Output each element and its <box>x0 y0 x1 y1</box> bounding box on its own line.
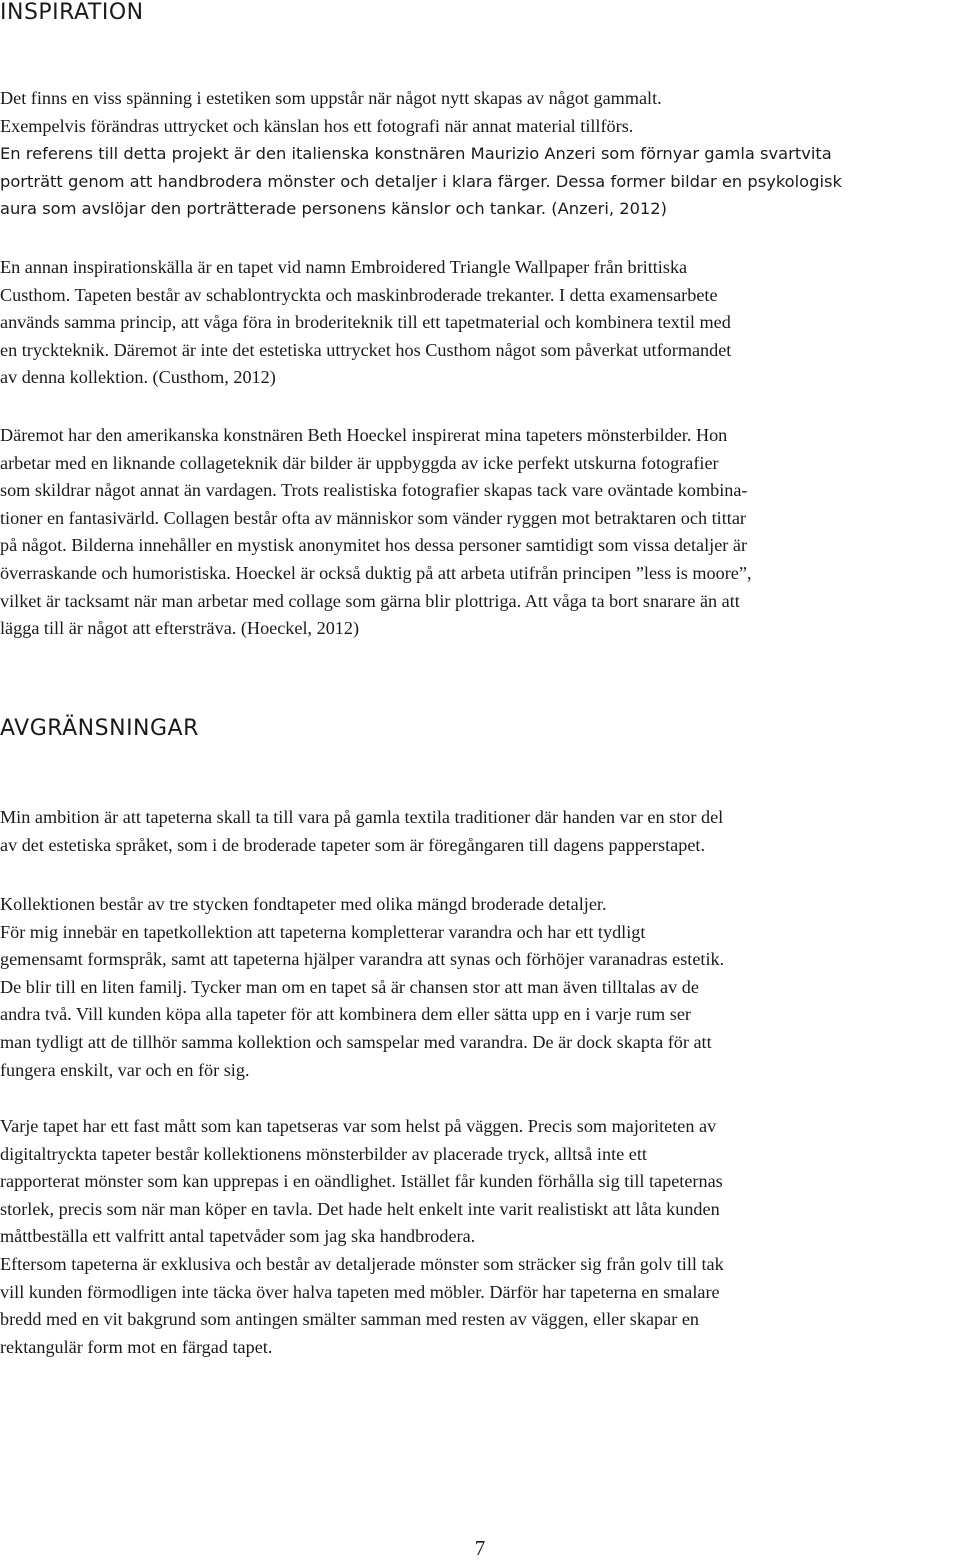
text-line: Eftersom tapeterna är exklusiva och består av detaljerade mönster som sträcker sig från golv till tak <box>0 1253 724 1274</box>
section-heading-limitations: AVGRÄNSNINGAR <box>0 716 199 741</box>
section-heading-inspiration: INSPIRATION <box>0 0 144 25</box>
text-line: lägga till är något att eftersträva. (Hoeckel, 2012) <box>0 618 360 639</box>
text-line: De blir till en liten familj. Tycker man om en tapet så är chansen stor att man även tilltalas av de <box>0 976 699 997</box>
text-line: som skildrar något annat än vardagen. Trots realistiska fotografier skapas tack vare oväntade kombina- <box>0 480 748 501</box>
text-line: av det estetiska språket, som i de broderade tapeter som är föregångaren till dagens papperstapet. <box>0 834 705 855</box>
text-line: storlek, precis som när man köper en tavla. Det hade helt enkelt inte varit realistiskt att låta kunden <box>0 1198 720 1219</box>
paragraph-dimensions <box>0 1113 942 1361</box>
text-line: vilket är tacksamt när man arbetar med collage som gärna blir plottriga. Att våga ta bort snarare än att <box>0 590 740 611</box>
paragraph-anzeri <box>0 85 942 223</box>
text-line: andra två. Vill kunden köpa alla tapeter för att kombinera dem eller sätta upp en i varje rum ser <box>0 1004 691 1025</box>
paragraph-ambition <box>0 804 942 859</box>
text-line: Exempelvis förändras uttrycket och känslan hos ett fotografi när annat material tillförs. <box>0 115 634 136</box>
text-line: Det finns en viss spänning i estetiken som uppstår när något nytt skapas av något gammalt. <box>0 88 662 108</box>
text-line: av denna kollektion. (Custhom, 2012) <box>0 367 276 388</box>
text-line: Custhom. Tapeten består av schablontryckta och maskinbroderade trekanter. I detta examensarbete <box>0 284 718 305</box>
text-line: En annan inspirationskälla är en tapet vid namn Embroidered Triangle Wallpaper från brittiska <box>0 257 688 277</box>
text-line: en tryckteknik. Däremot är inte det estetiska uttrycket hos Custhom något som påverkat utformandet <box>0 339 732 360</box>
text-line: rektangulär form mot en färgad tapet. <box>0 1336 273 1357</box>
page-number: 7 <box>474 1536 486 1560</box>
text-line: porträtt genom att handbrodera mönster och detaljer i klara färger. Dessa former bildar en psykologisk <box>0 171 842 191</box>
text-line: bredd med en vit bakgrund som antingen smälter samman med resten av väggen, eller skapar en <box>0 1309 699 1330</box>
text-line: arbetar med en liknande collageteknik där bilder är uppbyggda av icke perfekt utskurna fotografier <box>0 452 719 473</box>
text-line: rapporterat mönster som kan upprepas i en oändlighet. Istället får kunden förhålla sig till tapeternas <box>0 1171 723 1192</box>
text-line: aura som avslöjar den porträtterade personens känslor och tankar. (Anzeri, 2012) <box>0 199 667 219</box>
paragraph-collection <box>0 891 942 1084</box>
text-line: digitaltryckta tapeter består kollektionens mönsterbilder av placerade tryck, alltså inte ett <box>0 1143 647 1164</box>
text-line: En referens till detta projekt är den italienska konstnären Maurizio Anzeri som förnyar gamla svartvita <box>0 144 832 164</box>
text-line: tioner en fantasivärld. Collagen består ofta av människor som vänder ryggen mot betraktaren och tittar <box>0 507 746 528</box>
text-line: vill kunden förmodligen inte täcka över halva tapeten med möbler. Därför har tapeterna en smalare <box>0 1281 720 1302</box>
text-line: överraskande och humoristiska. Hoeckel är också duktig på att arbeta utifrån principen ”less is moore”, <box>0 562 752 583</box>
paragraph-hoeckel <box>0 422 942 643</box>
text-line: Min ambition är att tapeterna skall ta till vara på gamla textila traditioner där handen var en stor del <box>0 807 724 827</box>
text-line: fungera enskilt, var och en för sig. <box>0 1059 250 1080</box>
text-line: Varje tapet har ett fast mått som kan tapetseras var som helst på väggen. Precis som majoriteten av <box>0 1116 717 1136</box>
text-line: Kollektionen består av tre stycken fondtapeter med olika mängd broderade detaljer. <box>0 894 607 914</box>
text-line: används samma princip, att våga föra in broderiteknik till ett tapetmaterial och kombinera textil med <box>0 312 731 333</box>
text-line: på något. Bilderna innehåller en mystisk anonymitet hos dessa personer samtidigt som vissa detaljer är <box>0 535 748 556</box>
text-line: gemensamt formspråk, samt att tapeterna hjälper varandra att synas och förhöjer varanadras estetik. <box>0 949 725 970</box>
paragraph-custhom <box>0 254 942 392</box>
text-line: Däremot har den amerikanska konstnären Beth Hoeckel inspirerat mina tapeters mönsterbilder. Hon <box>0 425 728 445</box>
text-line: måttbeställa ett valfritt antal tapetvåder som jag ska handbrodera. <box>0 1226 476 1247</box>
text-line: man tydligt att de tillhör samma kollektion och samspelar med varandra. De är dock skapta för att <box>0 1031 712 1052</box>
text-line: För mig innebär en tapetkollektion att tapeterna kompletterar varandra och har ett tydligt <box>0 921 646 942</box>
